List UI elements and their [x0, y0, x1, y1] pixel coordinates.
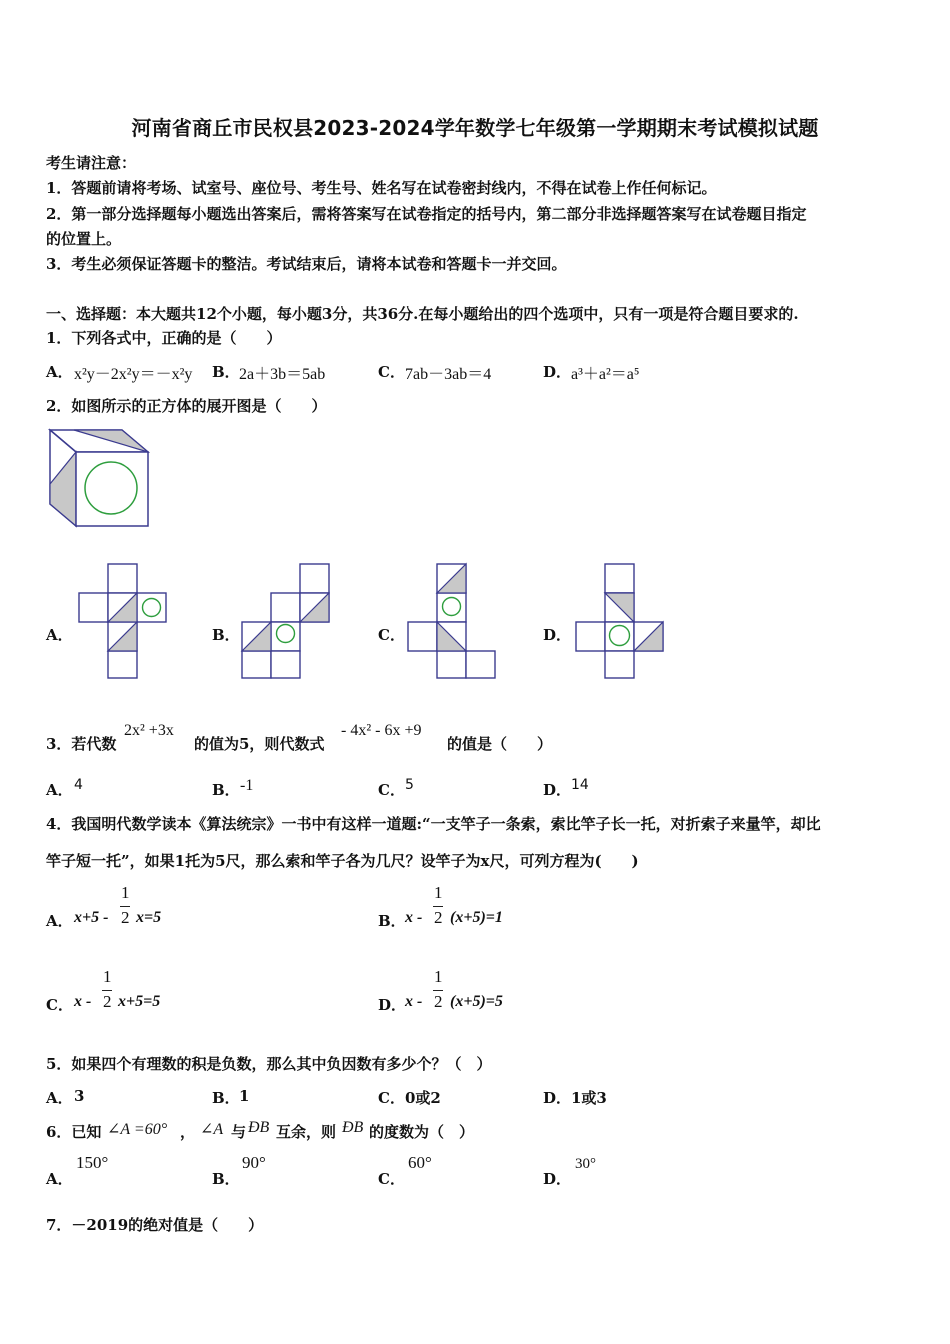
q4-label-b: B．: [378, 912, 406, 930]
q1-label-a: A．: [46, 363, 73, 381]
q4-option-a-post: x=5: [136, 909, 162, 926]
q5-stem: 5．如果四个有理数的积是负数，那么其中负因数有多少个？（ ）: [46, 1055, 492, 1073]
q6-label-c: C．: [378, 1170, 405, 1188]
q5-label-d: D．: [543, 1089, 572, 1107]
q1-label-c: C．: [378, 363, 405, 381]
q3-label-b: B．: [212, 781, 240, 799]
q6-option-b: 90°: [242, 1153, 266, 1172]
notice-item-2-cont: 的位置上。: [46, 230, 122, 248]
q5-option-c: 0或2: [405, 1089, 441, 1107]
q6-option-d: 30°: [575, 1156, 596, 1172]
q4-option-b-den: 2: [434, 908, 443, 927]
q4-label-c: C．: [46, 996, 73, 1014]
q6-option-c: 60°: [408, 1153, 432, 1172]
q6-stem-post: 的度数为（ ）: [369, 1123, 475, 1141]
notice-item-1: 1．答题前请将考场、试室号、座位号、考生号、姓名写在试卷密封线内，不得在试卷上作任何标记。: [46, 179, 717, 197]
q4-option-c-post: x+5=5: [118, 993, 161, 1010]
q3-expr-2: - 4x² - 6x +9: [341, 722, 422, 739]
q4-label-d: D．: [378, 996, 407, 1014]
q4-label-a: A．: [46, 912, 73, 930]
q4-option-a-num: 1: [121, 883, 130, 902]
q3-stem-mid: 的值为5，则代数式: [194, 735, 325, 753]
q6-comma: ，: [180, 1123, 196, 1141]
q5-option-b: 1: [239, 1087, 250, 1105]
q4-option-b-post: (x+5)=1: [450, 909, 503, 926]
q4-option-c-den: 2: [103, 992, 112, 1011]
cube-figure: [44, 424, 154, 530]
q5-label-a: A．: [46, 1089, 73, 1107]
net-option-d: [574, 562, 668, 680]
notice-item-2: 2．第一部分选择题每小题选出答案后，需将答案写在试卷指定的括号内，第二部分非选择题答案写在试卷题目指定: [46, 205, 807, 223]
q4-option-d-pre: x -: [405, 993, 423, 1010]
q4-option-d-num: 1: [434, 967, 443, 986]
q4-option-c-num: 1: [103, 967, 112, 986]
q2-stem: 2．如图所示的正方体的展开图是（ ）: [46, 397, 327, 415]
q3-stem-pre: 3．若代数: [46, 735, 117, 753]
q3-option-b: -1: [240, 777, 254, 794]
q6-label-b: B．: [212, 1170, 240, 1188]
q5-option-a: 3: [74, 1087, 85, 1105]
q4-option-a-pre: x+5 -: [74, 909, 109, 926]
q1-option-c: 7ab－3ab＝4: [405, 366, 492, 383]
page-title: 河南省商丘市民权县2023-2024学年数学七年级第一学期期末考试模拟试题: [131, 116, 819, 140]
q6-angle-a: ∠A: [200, 1121, 224, 1138]
q3-option-c: 5: [405, 777, 414, 793]
q2-label-b: B．: [212, 626, 240, 644]
q4-option-d-den: 2: [434, 992, 443, 1011]
net-option-b: [240, 562, 334, 680]
q4-option-a-bar: [120, 906, 130, 907]
q6-label-d: D．: [543, 1170, 572, 1188]
q3-stem-post: 的值是（ ）: [447, 735, 553, 753]
q1-option-b: 2a＋3b＝5ab: [239, 366, 326, 383]
q4-option-d-bar: [433, 990, 443, 991]
q2-label-d: D．: [543, 626, 572, 644]
q1-option-d: a³＋a²＝a⁵: [571, 366, 640, 383]
notice-item-3: 3．考生必须保证答题卡的整洁。考试结束后，请将本试卷和答题卡一并交回。: [46, 255, 567, 273]
q3-option-d: 14: [571, 777, 589, 793]
q4-option-b-num: 1: [434, 883, 443, 902]
q3-label-d: D．: [543, 781, 572, 799]
q4-option-a-den: 2: [121, 908, 130, 927]
q3-label-a: A．: [46, 781, 73, 799]
q5-option-d: 1或3: [571, 1089, 607, 1107]
q6-option-a: 150°: [76, 1153, 109, 1172]
q3-expr-1: 2x² +3x: [124, 722, 174, 739]
q3-label-c: C．: [378, 781, 405, 799]
q4-option-d-post: (x+5)=5: [450, 993, 503, 1010]
section-heading: 一、选择题：本大题共12个小题，每小题3分，共36分.在每小题给出的四个选项中，只有一项是符合题目要求的.: [46, 305, 799, 323]
q4-option-b-bar: [433, 906, 443, 907]
q3-option-a: 4: [74, 777, 83, 793]
q1-stem: 1．下列各式中，正确的是（ ）: [46, 329, 282, 347]
q7-stem: 7．－2019的绝对值是（ ）: [46, 1216, 264, 1234]
q1-option-a: x²y－2x²y＝－x²y: [74, 366, 193, 383]
net-option-a: [78, 562, 170, 680]
q1-label-d: D．: [543, 363, 572, 381]
q6-stem-mid: 与: [231, 1123, 247, 1141]
q5-label-c: C．: [378, 1089, 405, 1107]
q6-angle-b: ÐB: [248, 1119, 270, 1136]
q6-stem-mid-2: 互余，则: [276, 1123, 337, 1141]
q1-label-b: B．: [212, 363, 240, 381]
q6-stem-pre: 6．已知: [46, 1123, 102, 1141]
q4-option-c-bar: [102, 990, 112, 991]
q2-label-c: C．: [378, 626, 405, 644]
q6-label-a: A．: [46, 1170, 73, 1188]
net-option-c: [406, 562, 500, 680]
q2-label-a: A．: [46, 626, 73, 644]
q5-label-b: B．: [212, 1089, 240, 1107]
q6-angle-b-2: ÐB: [342, 1119, 364, 1136]
q4-option-c-pre: x -: [74, 993, 92, 1010]
q6-condition: ∠A =60°: [107, 1121, 168, 1138]
q4-stem-line-2: 竿子短一托”，如果1托为5尺，那么索和竿子各为几尺？设竿子为x尺，可列方程为( ): [46, 852, 639, 870]
q4-stem-line-1: 4．我国明代数学读本《算法统宗》一书中有这样一道题:“一支竿子一条索，索比竿子长一托，对折索子来量竿，却比: [46, 815, 821, 833]
notice-heading: 考生请注意：: [46, 154, 137, 172]
q4-option-b-pre: x -: [405, 909, 423, 926]
